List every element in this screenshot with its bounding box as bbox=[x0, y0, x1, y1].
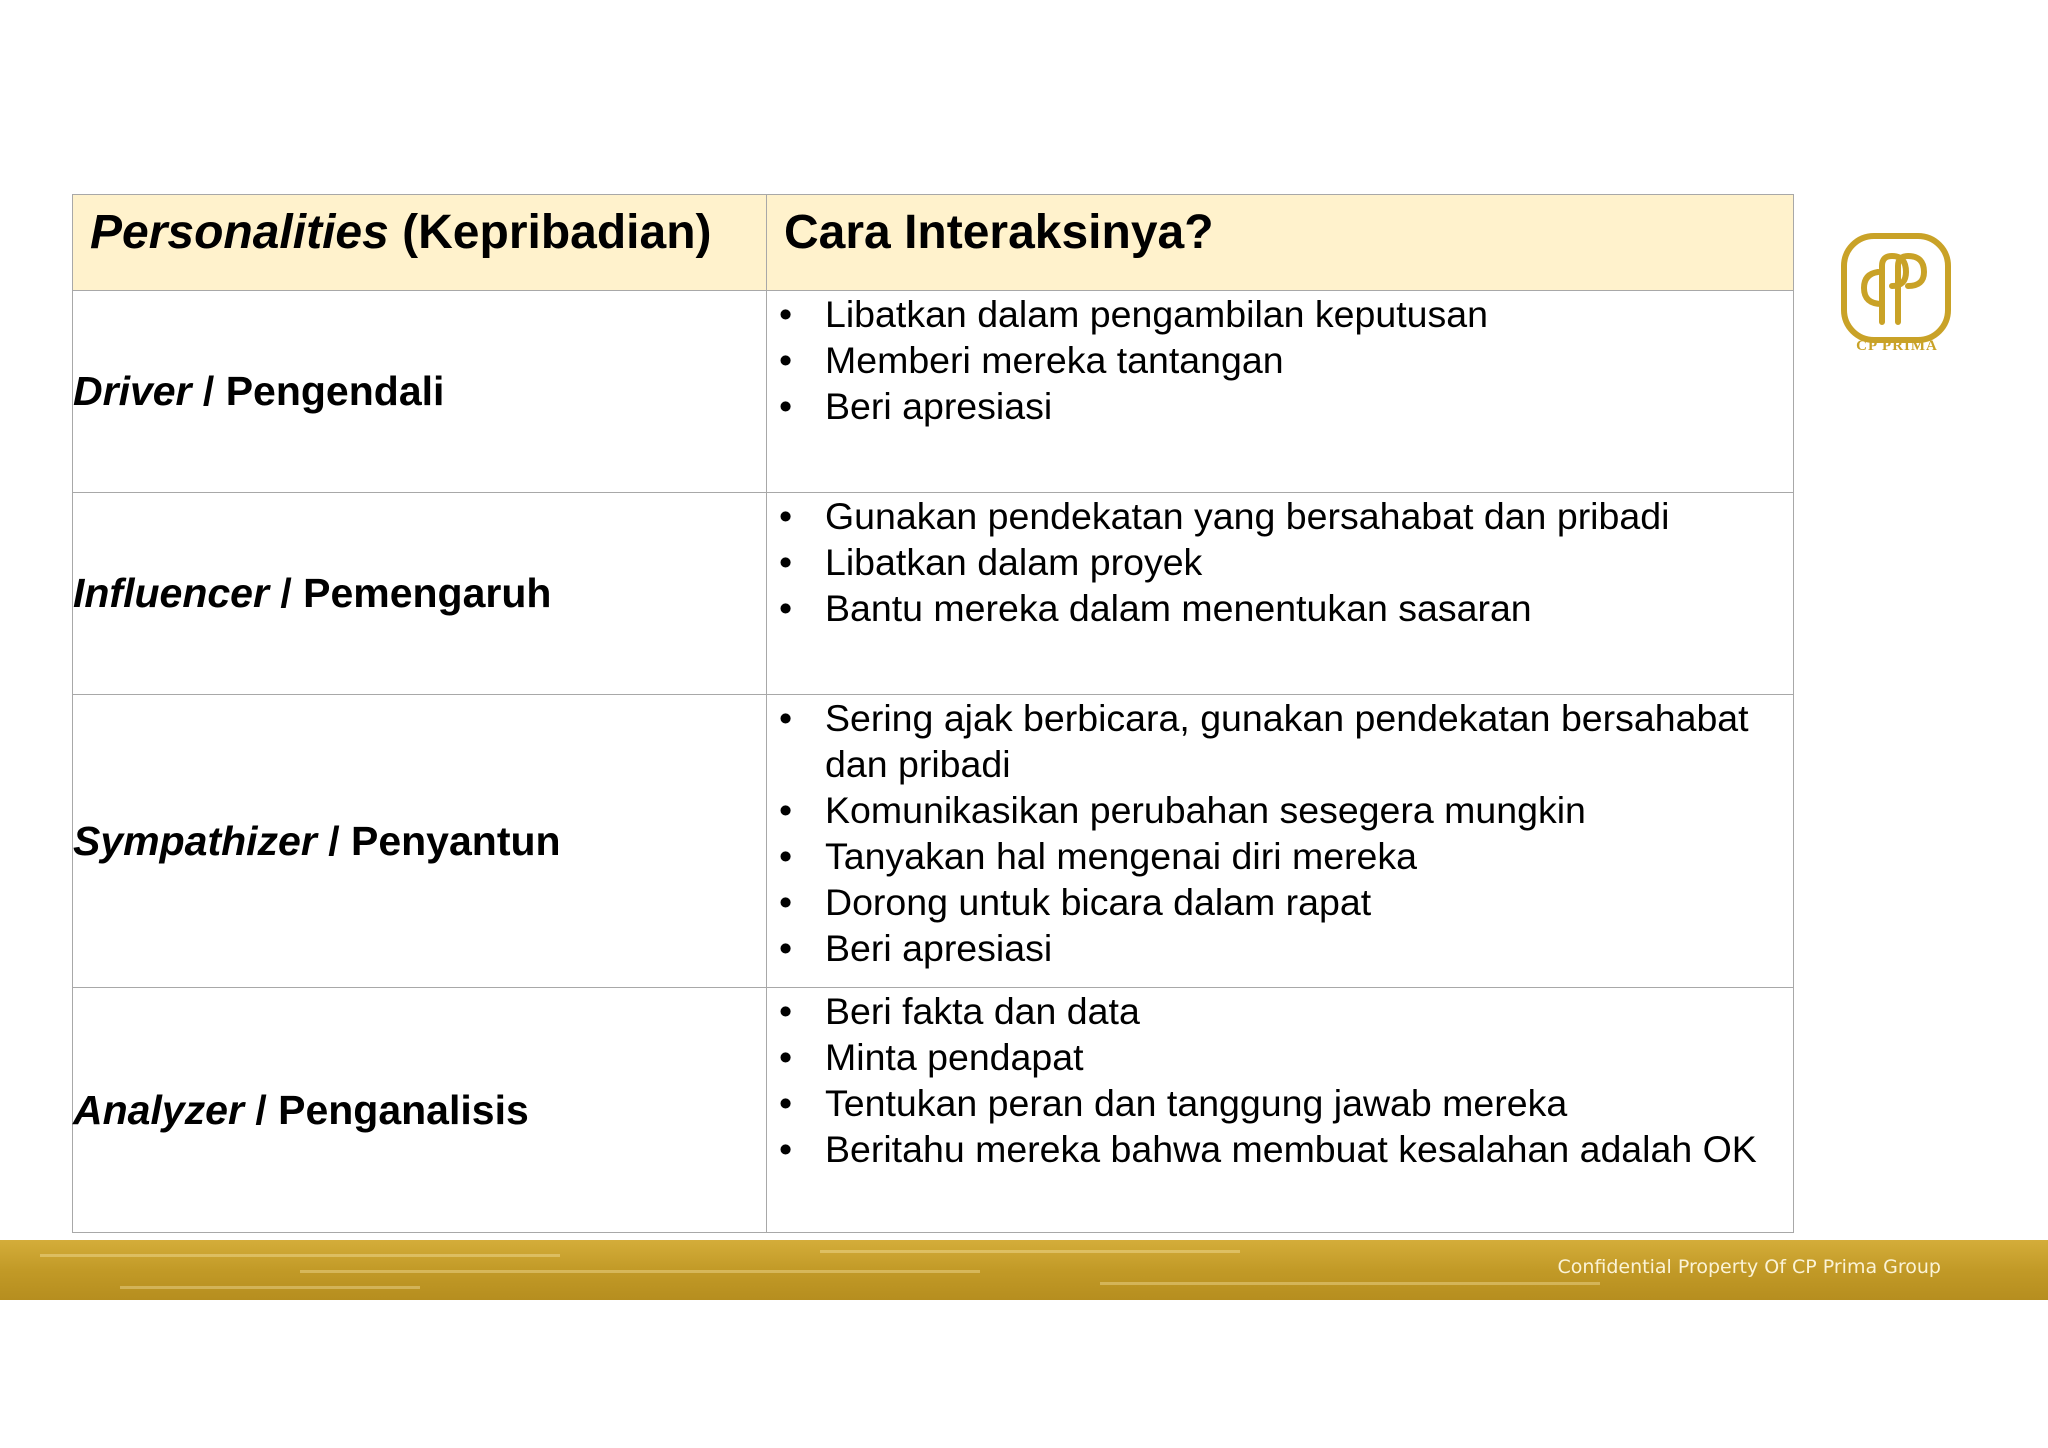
table-row bbox=[73, 988, 1794, 1233]
list-item-text: Beri apresiasi bbox=[825, 927, 1053, 969]
list-item-text: Tentukan peran dan tanggung jawab mereka bbox=[825, 1082, 1568, 1124]
bullet-icon: • bbox=[779, 1036, 793, 1078]
list-item bbox=[767, 1034, 1793, 1080]
list-item-text: Beritahu mereka bahwa membuat kesalahan adalah OK bbox=[825, 1128, 1757, 1170]
list-item bbox=[767, 337, 1793, 383]
bullet-icon: • bbox=[779, 1128, 793, 1170]
list-item bbox=[767, 1126, 1793, 1172]
header-interaction: Cara Interaksinya? bbox=[767, 195, 1794, 291]
table-row bbox=[73, 291, 1794, 493]
list-item bbox=[767, 539, 1793, 585]
list-item-text: Beri apresiasi bbox=[825, 385, 1053, 427]
bullet-icon: • bbox=[779, 990, 793, 1032]
list-item-text: Beri fakta dan data bbox=[825, 990, 1140, 1032]
bullet-icon: • bbox=[779, 293, 793, 335]
list-item-text: Tanyakan hal mengenai diri mereka bbox=[825, 835, 1417, 877]
persona-cell bbox=[73, 291, 767, 493]
list-item bbox=[767, 695, 1793, 787]
bullet-list bbox=[767, 988, 1793, 1172]
persona-cell bbox=[73, 695, 767, 988]
footer-confidential-text: Confidential Property Of CP Prima Group bbox=[1557, 1256, 1941, 1278]
header-personalities-rest: (Kepribadian) bbox=[388, 206, 712, 259]
bullet-icon: • bbox=[779, 927, 793, 969]
persona-name-id: / Penganalisis bbox=[243, 1086, 529, 1133]
list-item-text: Libatkan dalam pengambilan keputusan bbox=[825, 293, 1488, 335]
list-item bbox=[767, 925, 1793, 971]
bullet-list bbox=[767, 291, 1793, 429]
list-item-text: Gunakan pendekatan yang bersahabat dan pribadi bbox=[825, 495, 1670, 537]
persona-name-id: / Penyantun bbox=[316, 817, 561, 864]
bullet-icon: • bbox=[779, 1082, 793, 1124]
bullet-icon: • bbox=[779, 541, 793, 583]
header-personalities-italic: Personalities bbox=[90, 206, 389, 259]
persona-name-id: / Pengendali bbox=[191, 368, 445, 414]
logo-text: CP PRIMA bbox=[1856, 338, 1938, 354]
personality-table bbox=[72, 194, 1794, 1233]
list-item bbox=[767, 291, 1793, 337]
list-item bbox=[767, 383, 1793, 429]
list-item bbox=[767, 988, 1793, 1034]
points-cell bbox=[767, 988, 1794, 1233]
list-item bbox=[767, 1080, 1793, 1126]
bullet-icon: • bbox=[779, 835, 793, 877]
bullet-list bbox=[767, 493, 1793, 631]
persona-cell bbox=[73, 988, 767, 1233]
footer-band bbox=[0, 1240, 2048, 1300]
list-item bbox=[767, 787, 1793, 833]
list-item-text: Komunikasikan perubahan sesegera mungkin bbox=[825, 789, 1586, 831]
persona-name-en: Influencer bbox=[73, 570, 269, 616]
persona-name-en: Sympathizer bbox=[73, 817, 317, 864]
persona-cell bbox=[73, 493, 767, 695]
persona-name-en: Driver bbox=[73, 368, 192, 414]
persona-name-id: / Pemengaruh bbox=[268, 570, 552, 616]
list-item bbox=[767, 585, 1793, 631]
bullet-icon: • bbox=[779, 587, 793, 629]
list-item-text: Memberi mereka tantangan bbox=[825, 339, 1284, 381]
header-personalities bbox=[73, 195, 767, 291]
points-cell bbox=[767, 291, 1794, 493]
bullet-icon: • bbox=[779, 339, 793, 381]
points-cell bbox=[767, 493, 1794, 695]
persona-name-en: Analyzer bbox=[73, 1086, 244, 1133]
list-item-text: Sering ajak berbicara, gunakan pendekatan bersahabat dan pribadi bbox=[825, 697, 1749, 785]
table-row bbox=[73, 695, 1794, 988]
bullet-icon: • bbox=[779, 789, 793, 831]
list-item bbox=[767, 833, 1793, 879]
list-item-text: Minta pendapat bbox=[825, 1036, 1084, 1078]
bullet-icon: • bbox=[779, 385, 793, 427]
list-item bbox=[767, 879, 1793, 925]
table-header-row bbox=[73, 195, 1794, 291]
points-cell bbox=[767, 695, 1794, 988]
bullet-icon: • bbox=[779, 697, 793, 739]
bullet-list bbox=[767, 695, 1793, 971]
table-row bbox=[73, 493, 1794, 695]
list-item-text: Bantu mereka dalam menentukan sasaran bbox=[825, 587, 1532, 629]
list-item-text: Dorong untuk bicara dalam rapat bbox=[825, 881, 1372, 923]
list-item-text: Libatkan dalam proyek bbox=[825, 541, 1203, 583]
bullet-icon: • bbox=[779, 495, 793, 537]
list-item bbox=[767, 493, 1793, 539]
bullet-icon: • bbox=[779, 881, 793, 923]
